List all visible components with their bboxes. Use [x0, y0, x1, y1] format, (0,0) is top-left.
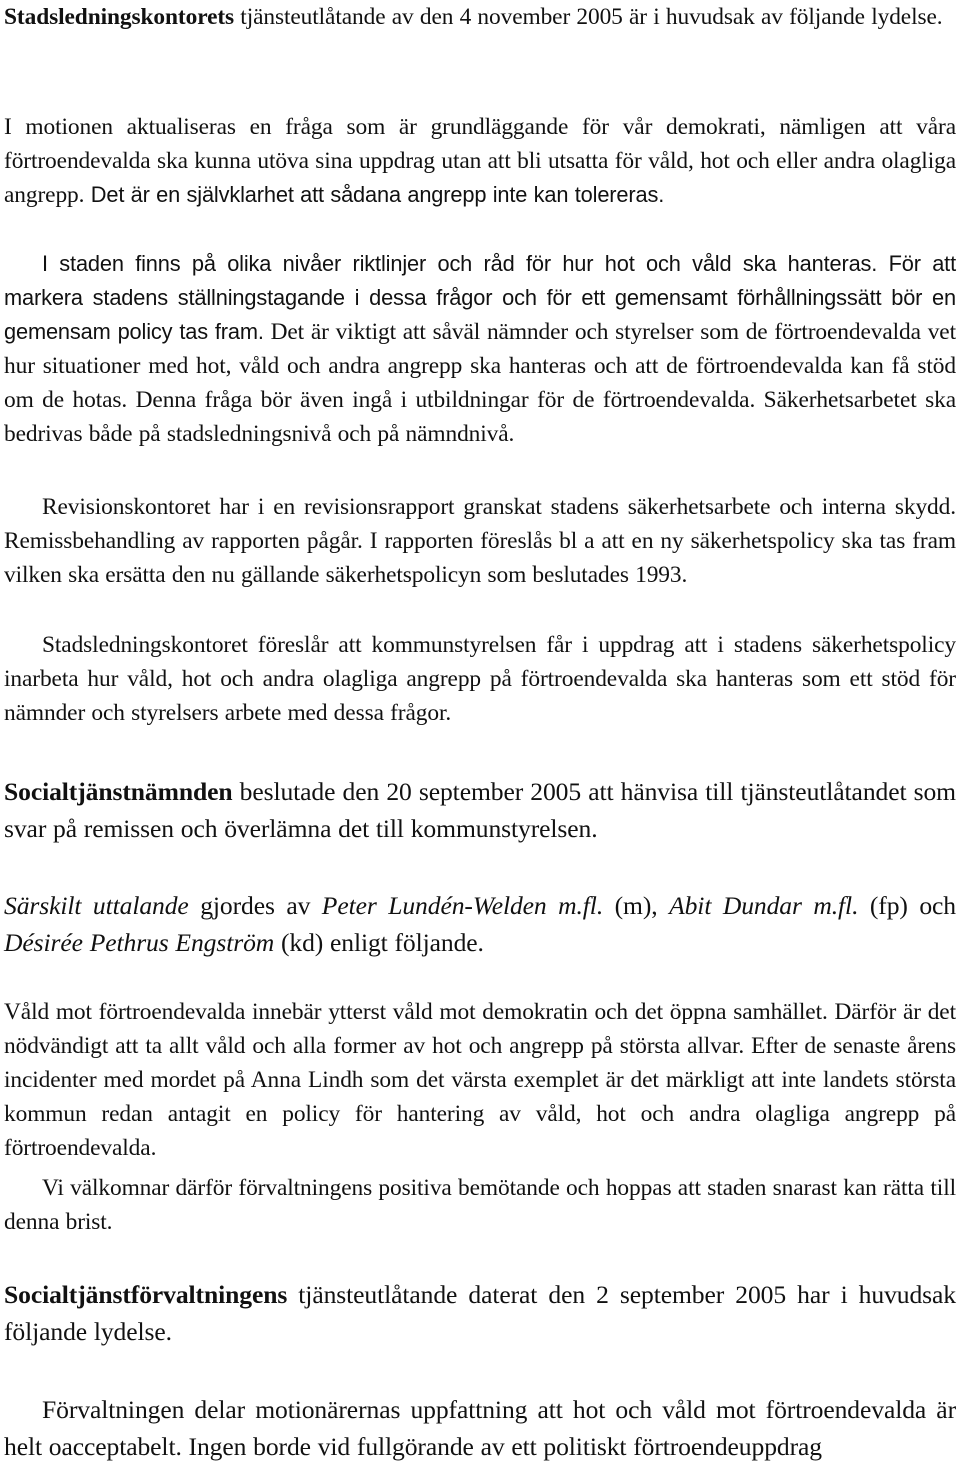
- administration-lead-bold: Socialtjänstförvaltningens: [4, 1280, 288, 1309]
- special-statement-text-4: (kd) enligt följande.: [274, 928, 484, 957]
- motion-sans-text: Det är en självklarhet att sådana angrepp inte kan tolereras.: [84, 182, 665, 207]
- violence-paragraph: Våld mot förtroendevalda innebär ytterst våld mot demokratin och det öppna samhället. Därför är det nödvändigt att ta allt våld och alla former av hot och angrepp på största allvar. Efter de senaste årens incidenter med mordet på Anna Lindh som det värsta exemplet är det märkligt att inte landets största kommun redan antagit en policy för hantering av våld, hot och andra olagliga angrepp på förtroendevalda.: [4, 999, 956, 1161]
- intro-paragraph: [4, 0, 956, 34]
- motion-serif-text: I motionen aktualiseras en fråga som är grundläggande för vår demokrati, nämligen att våra förtroendevalda ska kunna utöva sina uppdrag utan att bli utsatta för våld, hot och eller andra olagliga angrepp.: [4, 114, 956, 208]
- special-statement-paragraph: [4, 887, 956, 961]
- guidelines-serif-text: Det är viktigt att såväl nämnder och styrelser som de förtroendevalda vet hur situationer med hot, våld och andra angrepp ska hanteras och att de förtroendevalda kan få stöd om de hotas. Denna fråga bör även ingå i utbildningar för de förtroendevalda. Säkerhetsarbetet ska bedrivas både på stadsledningsnivå och på nämndnivå.: [4, 319, 956, 447]
- revision-paragraph: Revisionskontoret har i en revisionsrapport granskat stadens säkerhetsarbete och interna skydd. Remissbehandling av rapporten pågår. I rapporten föreslås bl a att en ny säkerhetspolicy ska tas fram vilken ska ersätta den nu gällande säkerhetspolicyn som beslutades 1993.: [4, 494, 956, 588]
- special-statement-text-3: (fp) och: [858, 891, 956, 920]
- administration-rest: tjänsteutlåtande daterat den 2 september 2005 har i huvudsak följande lydelse.: [4, 1280, 956, 1346]
- guidelines-paragraph: [4, 247, 956, 451]
- special-statement-text-1: gjordes av: [188, 891, 322, 920]
- proposal-paragraph: Stadsledningskontoret föreslår att kommunstyrelsen får i uppdrag att i stadens säkerhetspolicy inarbeta hur våld, hot och andra olagliga angrepp på förtroendevalda ska hanteras som ett stöd för nämnder och styrelsers arbete med dessa frågor.: [4, 632, 956, 726]
- administration-paragraph: [4, 1276, 956, 1350]
- special-statement-name-3: Désirée Pethrus Engström: [4, 928, 275, 957]
- special-statement-name-2: Abit Dundar m.fl.: [669, 891, 859, 920]
- special-statement-text-2: (m),: [603, 891, 670, 920]
- socialnamnd-rest: beslutade den 20 september 2005 att hänvisa till tjänsteutlåtandet som svar på remissen och överlämna det till kommunstyrelsen.: [4, 777, 956, 843]
- special-statement-title: Särskilt uttalande: [4, 891, 189, 920]
- intro-rest: tjänsteutlåtande av den 4 november 2005 är i huvudsak av följande lydelse.: [234, 4, 943, 30]
- guidelines-sans-text: I staden finns på olika nivåer riktlinjer och råd för hur hot och våld ska hanteras. För att markera stadens ställningstagande i dessa frågor och för ett gemensamt förhållningssätt bör en gemensam policy tas fram.: [4, 251, 956, 344]
- motion-paragraph: [4, 110, 956, 212]
- socialnamnd-paragraph: [4, 773, 956, 847]
- socialnamnd-lead-bold: Socialtjänstnämnden: [4, 777, 233, 806]
- opinion-paragraph: Förvaltningen delar motionärernas uppfattning att hot och våld mot förtroendevalda är helt oacceptabelt. Ingen borde vid fullgörande av ett politiskt förtroendeuppdrag: [4, 1395, 956, 1461]
- intro-lead-bold: Stadsledningskontorets: [4, 4, 235, 30]
- special-statement-name-1: Peter Lundén-Welden m.fl.: [321, 891, 604, 920]
- welcome-paragraph: Vi välkomnar därför förvaltningens positiva bemötande och hoppas att staden snarast kan rätta till denna brist.: [4, 1175, 956, 1235]
